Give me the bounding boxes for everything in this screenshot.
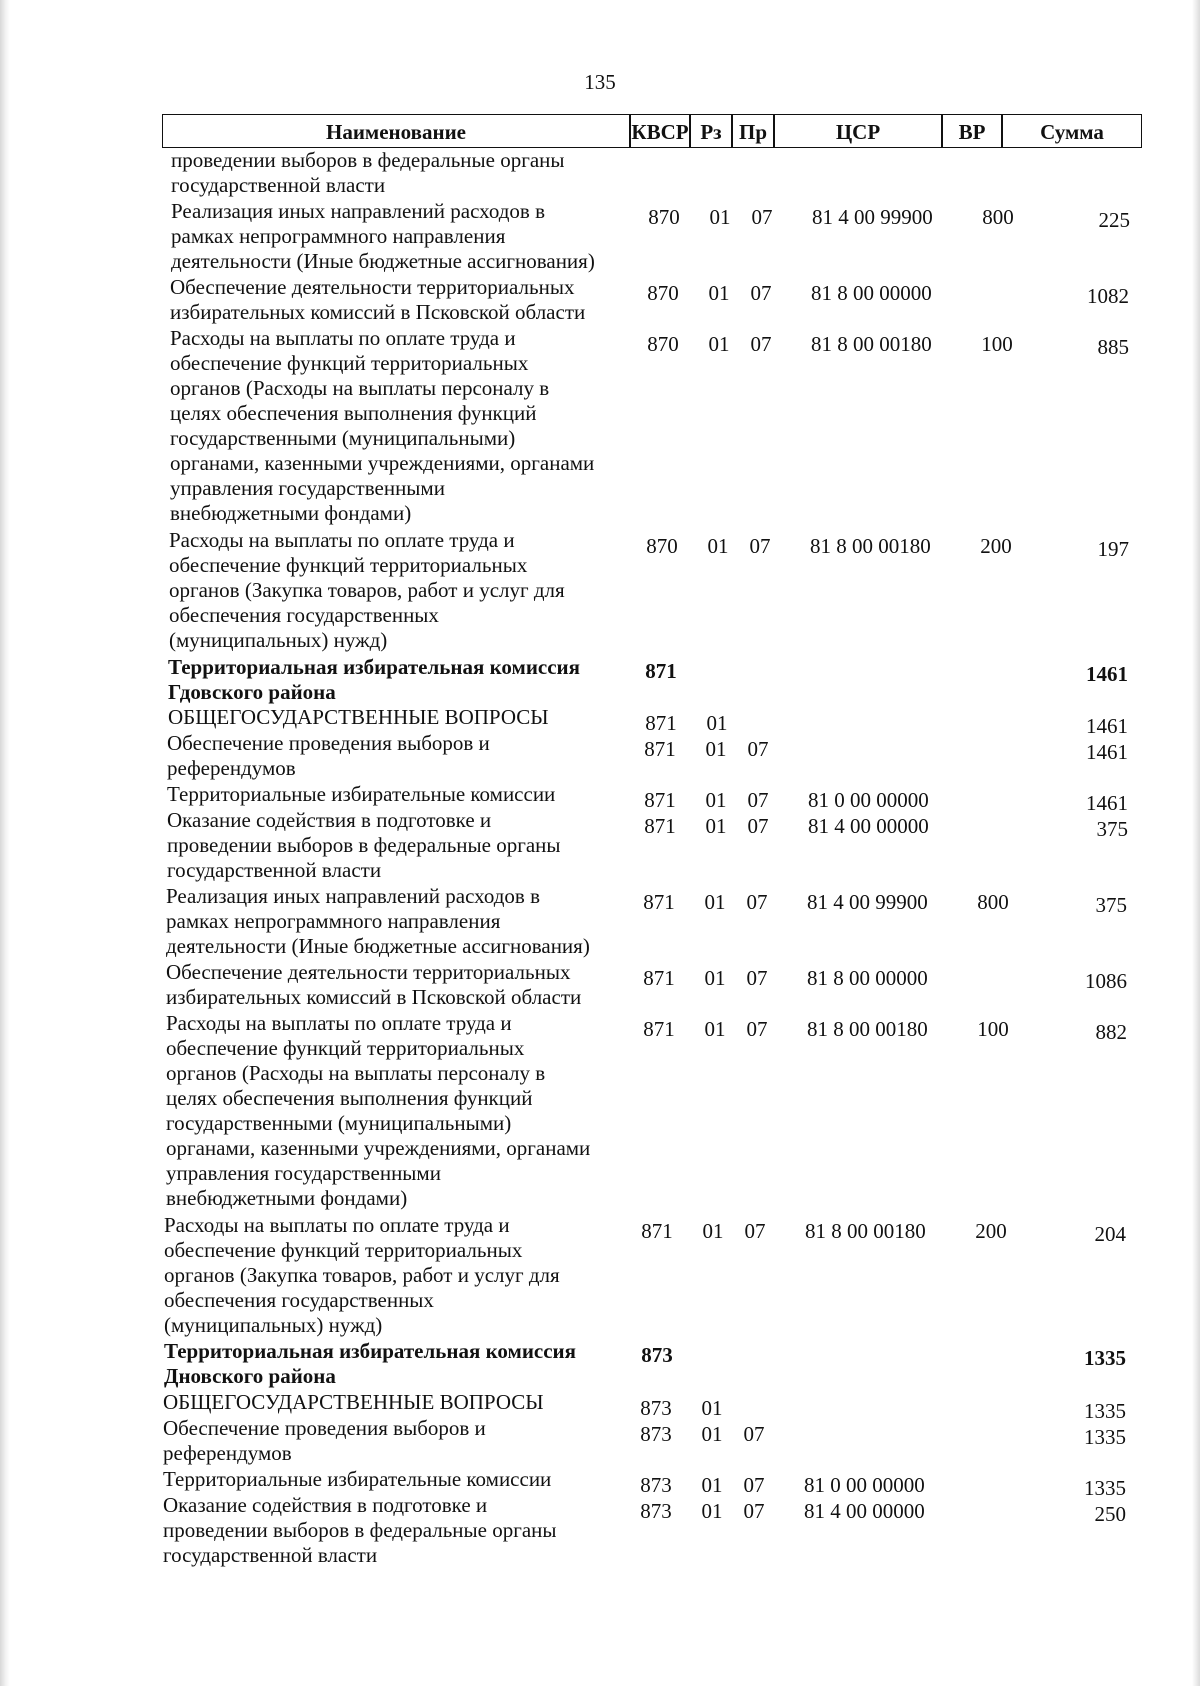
row-rz: 01: [701, 1472, 723, 1497]
row-csr: 81 8 00 00180: [805, 1218, 926, 1243]
row-sum: 1335: [1084, 1399, 1126, 1424]
row-kvsr: 870: [646, 534, 678, 558]
header-kvsr: КВСР: [630, 114, 690, 148]
row-name-line: органов (Расходы на выплаты персоналу в: [170, 375, 550, 400]
row-name-line: обеспечения государственных: [164, 1287, 434, 1312]
row-vr: 200: [980, 534, 1012, 558]
row-name-line: деятельности (Иные бюджетные ассигнования): [166, 933, 590, 958]
table-row: [0, 1466, 1200, 1500]
row-name: [166, 1011, 636, 1211]
row-csr: 81 8 00 00180: [810, 534, 931, 558]
row-name-line: референдумов: [163, 1441, 292, 1465]
row-vr: 100: [981, 331, 1013, 356]
row-name-line: внебюджетными фондами): [170, 500, 412, 525]
row-csr: 81 0 00 00000: [804, 1472, 925, 1497]
row-name-line: целях обеспечения выполнения функций: [170, 400, 537, 425]
row-name: [164, 1339, 634, 1389]
row-name-line: внебюджетными фондами): [166, 1185, 408, 1210]
row-sum: 197: [1097, 537, 1129, 561]
table-header: [162, 114, 1142, 150]
row-name: [163, 1390, 633, 1415]
row-pr: 07: [746, 965, 768, 990]
row-pr: 07: [751, 204, 773, 229]
row-name: [163, 1493, 633, 1568]
row-sum: 1086: [1085, 968, 1127, 993]
row-kvsr: 871: [644, 737, 676, 762]
row-kvsr: 871: [644, 813, 676, 838]
row-name-line: органов (Закупка товаров, работ и услуг для: [169, 578, 565, 602]
row-name-line: государственной власти: [171, 173, 386, 197]
row-rz: 01: [704, 965, 726, 990]
row-name-line: Оказание содействия в подготовке и: [167, 807, 492, 832]
table-row: [0, 808, 1200, 884]
row-pr: 07: [747, 737, 769, 762]
row-sum: 1461: [1086, 791, 1128, 815]
row-vr: 100: [977, 1016, 1009, 1041]
row-rz: 01: [704, 889, 726, 914]
row-name-line: ОБЩЕГОСУДАРСТВЕННЫЕ ВОПРОСЫ: [168, 705, 549, 730]
row-name-line: Обеспечение деятельности территориальных: [170, 275, 575, 299]
row-kvsr: 871: [645, 711, 677, 736]
row-name-line: референдумов: [167, 756, 296, 781]
row-name: [168, 705, 638, 730]
row-pr: 07: [743, 1422, 765, 1446]
row-name-line: проведении выборов в федеральные органы: [167, 832, 561, 857]
row-name: [163, 1467, 633, 1492]
row-kvsr: 871: [643, 1016, 675, 1041]
row-name-line: (муниципальных) нужд): [169, 628, 388, 652]
row-name-line: Территориальная избирательная комиссия: [168, 654, 581, 679]
row-name-line: Обеспечение деятельности территориальных: [166, 959, 571, 984]
row-name: [170, 326, 640, 526]
row-name-line: Территориальные избирательные комиссии: [167, 782, 556, 806]
row-name-line: Расходы на выплаты по оплате труда и: [169, 528, 515, 552]
row-name-line: рамках непрограммного направления: [166, 908, 501, 933]
table-row: [0, 782, 1200, 815]
row-kvsr: 871: [643, 965, 675, 990]
row-name-line: управления государственными: [166, 1160, 441, 1185]
table-row: [0, 884, 1200, 960]
row-name-line: Обеспечение проведения выборов и: [167, 731, 490, 756]
row-sum: 250: [1094, 1501, 1126, 1526]
row-rz: 01: [701, 1422, 723, 1446]
row-name-line: обеспечение функций территориальных: [164, 1237, 523, 1262]
row-kvsr: 871: [645, 658, 677, 683]
row-name-line: Гдовского района: [168, 679, 336, 704]
row-pr: 07: [746, 889, 768, 914]
row-sum: 225: [1098, 207, 1130, 232]
row-name-line: обеспечения государственных: [169, 603, 439, 627]
table-row: [0, 731, 1200, 781]
row-name-line: ОБЩЕГОСУДАРСТВЕННЫЕ ВОПРОСЫ: [163, 1390, 544, 1415]
row-sum: 204: [1094, 1221, 1126, 1246]
page-number: 135: [584, 70, 616, 94]
row-kvsr: 873: [640, 1422, 672, 1446]
row-sum: 375: [1096, 816, 1128, 841]
row-pr: 07: [744, 1218, 766, 1243]
row-name-line: Расходы на выплаты по оплате труда и: [170, 325, 516, 350]
row-name-line: государственной власти: [167, 857, 382, 882]
row-name-line: деятельности (Иные бюджетные ассигнования): [171, 248, 595, 273]
table-row: [0, 655, 1200, 705]
row-rz: 01: [706, 711, 728, 736]
row-name: [170, 275, 640, 325]
row-rz: 01: [702, 1218, 724, 1243]
row-name-line: Территориальные избирательные комиссии: [163, 1466, 552, 1491]
row-name-line: избирательных комиссий в Псковской области: [170, 300, 586, 324]
row-vr: 800: [977, 889, 1009, 914]
row-pr: 07: [750, 331, 772, 356]
row-sum: 885: [1097, 334, 1129, 359]
row-name-line: рамках непрограммного направления: [171, 223, 506, 248]
row-name: [171, 199, 641, 274]
table-row: [0, 1493, 1200, 1569]
header-vr: ВР: [942, 114, 1002, 148]
row-rz: 01: [705, 813, 727, 838]
row-name-line: Обеспечение проведения выборов и: [163, 1416, 486, 1440]
row-sum: 882: [1095, 1019, 1127, 1044]
row-name-line: Расходы на выплаты по оплате труда и: [164, 1212, 510, 1237]
row-name-line: (муниципальных) нужд): [164, 1312, 383, 1337]
header-pr: Пр: [732, 114, 774, 148]
row-pr: 07: [747, 788, 769, 812]
row-rz: 01: [708, 281, 730, 305]
row-name-line: обеспечение функций территориальных: [169, 553, 528, 577]
row-pr: 07: [750, 281, 772, 305]
table-row: [0, 528, 1200, 654]
table-row: [0, 960, 1200, 1010]
header-name: Наименование: [162, 114, 630, 148]
row-name-line: органов (Расходы на выплаты персоналу в: [166, 1060, 546, 1085]
row-name-line: управления государственными: [170, 475, 445, 500]
table-row: [0, 1011, 1200, 1213]
row-csr: 81 4 00 00000: [804, 1498, 925, 1523]
row-name: [164, 1213, 634, 1338]
row-name: [168, 655, 638, 705]
row-name-line: органами, казенными учреждениями, органами: [166, 1135, 591, 1160]
row-name-line: проведении выборов в федеральные органы: [163, 1517, 557, 1542]
header-csr: ЦСР: [774, 114, 942, 148]
table-row: [0, 275, 1200, 325]
row-rz: 01: [704, 1016, 726, 1041]
row-name-line: проведении выборов в федеральные органы: [171, 148, 565, 172]
row-name-line: государственными (муниципальными): [166, 1110, 512, 1135]
row-name: [169, 528, 639, 653]
row-rz: 01: [701, 1498, 723, 1523]
row-rz: 01: [709, 204, 731, 229]
row-csr: 81 8 00 00180: [811, 331, 932, 356]
row-name: [167, 782, 637, 807]
table-row: [0, 1339, 1200, 1389]
row-name-line: избирательных комиссий в Псковской области: [166, 984, 582, 1009]
row-csr: 81 0 00 00000: [808, 788, 929, 812]
table-row: [0, 1416, 1200, 1466]
table-row: [0, 199, 1200, 275]
row-sum: 1335: [1084, 1425, 1126, 1449]
row-csr: 81 4 00 00000: [808, 813, 929, 838]
row-csr: 81 4 00 99900: [812, 204, 933, 229]
row-name: [167, 808, 637, 883]
row-csr: 81 4 00 99900: [807, 889, 928, 914]
table-row: [0, 326, 1200, 528]
row-pr: 07: [743, 1498, 765, 1523]
row-name-line: Оказание содействия в подготовке и: [163, 1492, 488, 1517]
row-name-line: Реализация иных направлений расходов в: [166, 883, 541, 908]
table-row: [0, 1390, 1200, 1424]
row-sum: 1335: [1084, 1346, 1126, 1371]
row-rz: 01: [705, 737, 727, 762]
header-rz: Рз: [690, 114, 732, 148]
row-name: [166, 884, 636, 959]
row-csr: 81 8 00 00180: [807, 1016, 928, 1041]
row-name-line: Дновского района: [164, 1364, 336, 1389]
table-row: [0, 148, 1200, 198]
row-sum: 1082: [1087, 284, 1129, 308]
row-name-line: государственными (муниципальными): [170, 425, 516, 450]
row-kvsr: 870: [648, 204, 680, 229]
row-rz: 01: [707, 534, 729, 558]
row-sum: 1461: [1086, 661, 1128, 686]
row-vr: 200: [975, 1218, 1007, 1243]
row-pr: 07: [747, 813, 769, 838]
row-name-line: органов (Закупка товаров, работ и услуг для: [164, 1262, 560, 1287]
row-rz: 01: [701, 1396, 723, 1421]
row-csr: 81 8 00 00000: [807, 965, 928, 990]
row-sum: 1461: [1086, 714, 1128, 739]
row-name-line: Территориальная избирательная комиссия: [164, 1339, 577, 1364]
row-pr: 07: [749, 534, 771, 558]
row-kvsr: 873: [640, 1396, 672, 1421]
row-name-line: обеспечение функций территориальных: [166, 1035, 525, 1060]
row-vr: 800: [982, 204, 1014, 229]
row-kvsr: 871: [643, 889, 675, 914]
row-name-line: Реализация иных направлений расходов в: [171, 198, 546, 223]
row-csr: 81 8 00 00000: [811, 281, 932, 305]
row-kvsr: 871: [641, 1218, 673, 1243]
row-name: [171, 148, 641, 198]
row-kvsr: 873: [640, 1472, 672, 1497]
row-pr: 07: [746, 1016, 768, 1041]
row-kvsr: 870: [647, 281, 679, 305]
table-row: [0, 705, 1200, 739]
row-kvsr: 871: [644, 788, 676, 812]
row-name-line: обеспечение функций территориальных: [170, 350, 529, 375]
row-sum: 1335: [1084, 1475, 1126, 1500]
row-name-line: государственной власти: [163, 1542, 378, 1567]
row-kvsr: 870: [647, 331, 679, 356]
row-name-line: целях обеспечения выполнения функций: [166, 1085, 533, 1110]
row-rz: 01: [705, 788, 727, 812]
row-name: [167, 731, 637, 781]
row-name: [163, 1416, 633, 1466]
row-name: [166, 960, 636, 1010]
table-row: [0, 1213, 1200, 1339]
row-name-line: органами, казенными учреждениями, органами: [170, 450, 595, 475]
row-name-line: Расходы на выплаты по оплате труда и: [166, 1010, 512, 1035]
row-kvsr: 873: [641, 1343, 673, 1368]
row-rz: 01: [708, 331, 730, 356]
header-sum: Сумма: [1002, 114, 1142, 148]
row-kvsr: 873: [640, 1498, 672, 1523]
row-sum: 1461: [1086, 740, 1128, 765]
row-pr: 07: [743, 1472, 765, 1497]
row-sum: 375: [1095, 892, 1127, 917]
